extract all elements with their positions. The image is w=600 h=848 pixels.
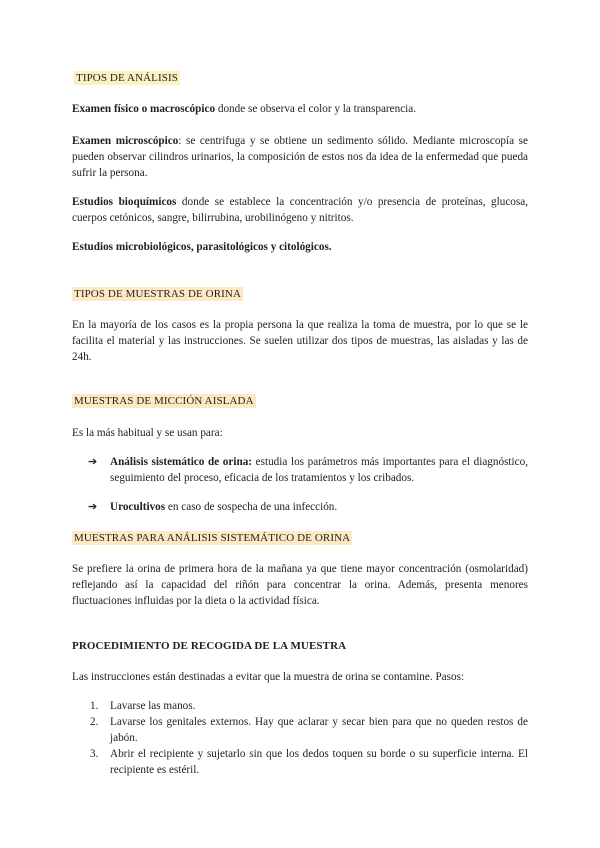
paragraph-procedimiento-intro: Las instrucciones están destinadas a evitar que la muestra de orina se contamine. Pasos:	[72, 671, 465, 683]
section-heading-tipos-analisis: TIPOS DE ANÁLISIS	[76, 72, 178, 84]
list-item: 1. Lavarse las manos.	[90, 700, 196, 712]
paragraph-examen-microscopico: Examen microscópico: se centrifuga y se obtiene un sedimento sólido. Mediante microscopía se pueden observar cilindros urinarios, la composición de estos nos da idea de la enfermedad que pueda sufrir la persona.	[72, 135, 528, 179]
list-item: ➔ Urocultivos en caso de sospecha de una infección.	[88, 501, 338, 513]
arrow-right-icon: ➔	[88, 501, 98, 513]
list-item: ➔ Análisis sistemático de orina: estudia los parámetros más importantes para el diagnóstico, seguimiento del proceso, eficacia de los tratamientos y los cribados.	[88, 456, 528, 484]
list-item: 2. Lavarse los genitales externos. Hay que aclarar y secar bien para que no queden restos de jabón.	[90, 716, 528, 744]
paragraph-estudios-bioquimicos: Estudios bioquímicos donde se establece la concentración y/o presencia de proteínas, glucosa, cuerpos cetónicos, sangre, bilirrubina, urobilinógeno y nitritos.	[72, 196, 528, 224]
paragraph-estudios-microbiologicos: Estudios microbiológicos, parasitológicos y citológicos.	[72, 241, 332, 253]
paragraph-tipos-muestras: En la mayoría de los casos es la propia persona la que realiza la toma de muestra, por lo que se le facilita el material y las instrucciones. Se suelen utilizar dos tipos de muestras, las aisladas y las de 24h.	[72, 319, 528, 363]
arrow-right-icon: ➔	[88, 456, 98, 468]
list-item: 3. Abrir el recipiente y sujetarlo sin que los dedos toquen su borde o su superficie interna. El recipiente es estéril.	[90, 748, 528, 776]
section-heading-miccion-aislada: MUESTRAS DE MICCIÓN AISLADA	[74, 395, 254, 407]
paragraph-analisis-sistematico: Se prefiere la orina de primera hora de la mañana ya que tiene mayor concentración (osmolaridad) reflejando así la capacidad del riñón para concentrar la orina. Además, presenta menores fluctuaciones influidas por la dieta o la actividad física.	[72, 563, 528, 607]
section-heading-tipos-muestras: TIPOS DE MUESTRAS DE ORINA	[74, 288, 241, 300]
section-heading-procedimiento: PROCEDIMIENTO DE RECOGIDA DE LA MUESTRA	[72, 640, 347, 652]
paragraph-examen-fisico: Examen físico o macroscópico donde se observa el color y la transparencia.	[72, 103, 417, 115]
paragraph-miccion-intro: Es la más habitual y se usan para:	[72, 427, 223, 439]
section-heading-analisis-sistematico: MUESTRAS PARA ANÁLISIS SISTEMÁTICO DE ORINA	[74, 532, 351, 544]
